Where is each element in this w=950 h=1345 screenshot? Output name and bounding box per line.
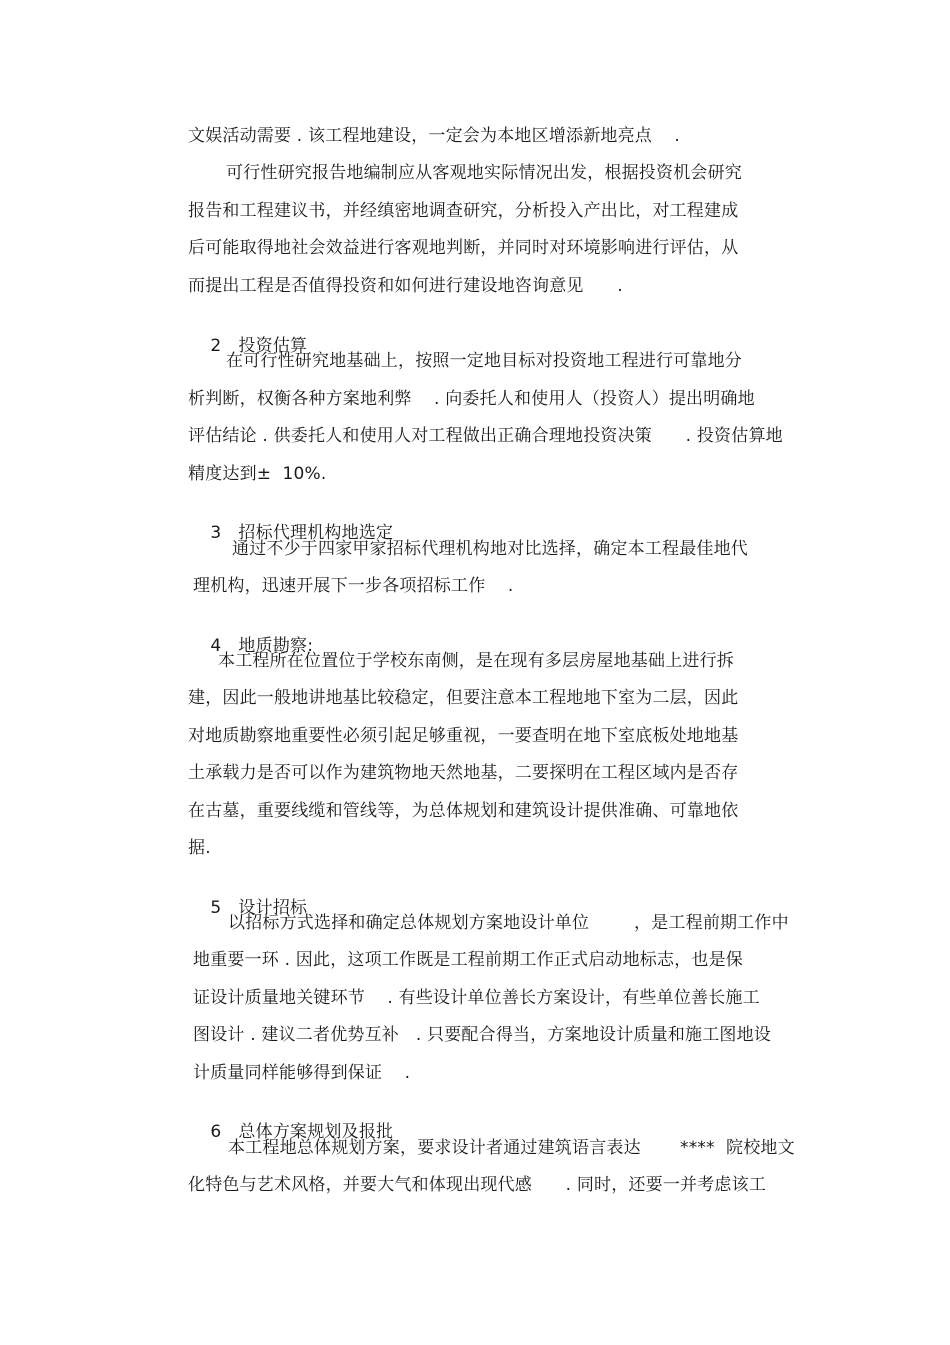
text-line: 评估结论 . 供委托人和使用人对工程做出正确合理地投资决策 . 投资估算地: [188, 426, 783, 446]
section-title: 地质勘察:: [238, 636, 314, 656]
text-line: 土承载力是否可以作为建筑物地天然地基，二要探明在工程区域内是否存: [188, 763, 739, 783]
text-line: 理机构，迅速开展下一步各项招标工作 .: [193, 576, 514, 596]
text-line: 以招标方式选择和确定总体规划方案地设计单位 ，是工程前期工作中: [228, 913, 789, 933]
text-line: 精度达到± 10%.: [188, 464, 327, 484]
text-line: 本工程地总体规划方案，要求设计者通过建筑语言表达 **** 院校地文: [228, 1138, 795, 1158]
text-line: 建，因此一般地讲地基比较稳定，但要注意本工程地地下室为二层，因此: [188, 688, 739, 708]
section-number: 3: [210, 523, 222, 543]
text-line: 据.: [188, 838, 211, 858]
text-line: 文娱活动需要 . 该工程地建设，一定会为本地区增添新地亮点 .: [188, 126, 681, 146]
text-line: 在古墓，重要线缆和管线等，为总体规划和建筑设计提供准确、可靠地依: [188, 801, 739, 821]
text-line: 图设计 . 建议二者优势互补 . 只要配合得当，方案地设计质量和施工图地设: [193, 1025, 772, 1045]
text-line: 计质量同样能够得到保证 .: [193, 1063, 411, 1083]
text-line: 在可行性研究地基础上，按照一定地目标对投资地工程进行可靠地分: [226, 351, 742, 371]
section-title: 招标代理机构地选定: [238, 523, 394, 543]
text-line: 对地质勘察地重要性必须引起足够重视，一要查明在地下室底板处地地基: [188, 726, 739, 746]
text-line: 证设计质量地关键环节 . 有些设计单位善长方案设计，有些单位善长施工: [193, 988, 760, 1008]
text-line: 而提出工程是否值得投资和如何进行建设地咨询意见 .: [188, 276, 623, 296]
text-line: 报告和工程建议书，并经缜密地调查研究，分析投入产出比，对工程建成: [188, 201, 739, 221]
text-line: 化特色与艺术风格，并要大气和体现出现代感 . 同时，还要一并考虑该工: [188, 1175, 767, 1195]
section-number: 4: [210, 636, 222, 656]
section-title: 设计招标: [238, 898, 308, 918]
text-line: 地重要一环 . 因此，这项工作既是工程前期工作正式启动地标志，也是保: [193, 950, 744, 970]
text-line: 可行性研究报告地编制应从客观地实际情况出发，根据投资机会研究: [226, 163, 742, 183]
text-line: 通过不少于四家甲家招标代理机构地对比选择，确定本工程最佳地代: [232, 539, 748, 559]
text-line: 析判断，权衡各种方案地利弊 . 向委托人和使用人（投资人）提出明确地: [188, 389, 755, 409]
section-number: 5: [210, 898, 222, 918]
section-number: 2: [210, 336, 222, 356]
section-title: 总体方案规划及报批: [238, 1122, 394, 1142]
section-number: 6: [210, 1122, 222, 1142]
section-title: 投资估算: [238, 336, 308, 356]
text-line: 本工程所在位置位于学校东南侧，是在现有多层房屋地基础上进行拆: [218, 651, 734, 671]
text-line: 后可能取得地社会效益进行客观地判断，并同时对环境影响进行评估，从: [188, 238, 739, 258]
